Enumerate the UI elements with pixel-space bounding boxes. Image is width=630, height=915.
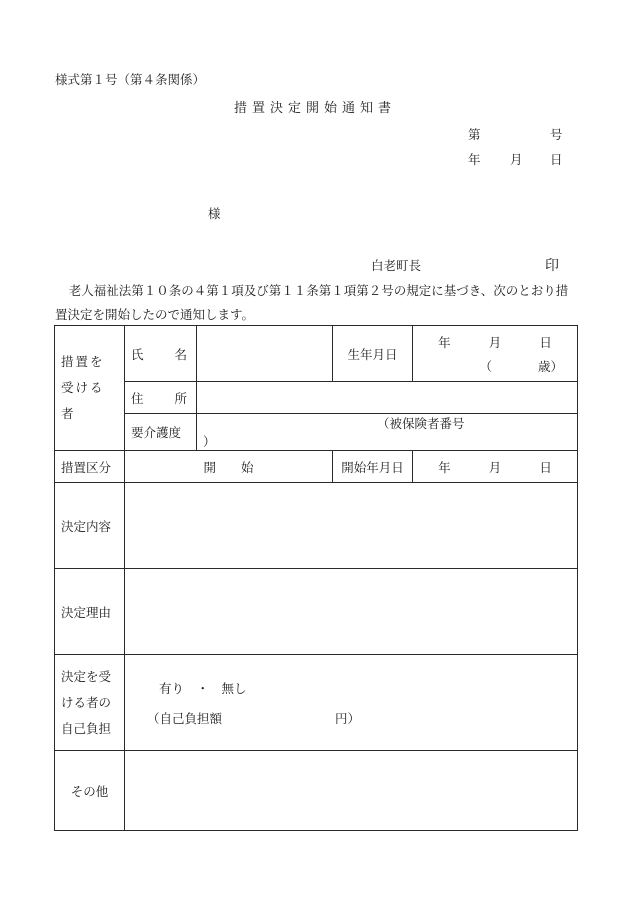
number-prefix: 第 bbox=[468, 127, 481, 142]
copay-value bbox=[125, 655, 578, 751]
insured-number-label: （被保険者番号 bbox=[376, 416, 465, 431]
other-value bbox=[125, 751, 578, 831]
decision-reason-value bbox=[125, 569, 578, 655]
decision-reason-label: 決定理由 bbox=[55, 569, 125, 655]
copay-amount-unit: 円） bbox=[334, 710, 360, 726]
recipient-label: 措置を受ける者 bbox=[55, 326, 125, 451]
other-label: その他 bbox=[55, 751, 125, 831]
birth-year: 年 bbox=[438, 334, 451, 350]
issue-day: 日 bbox=[550, 152, 563, 167]
copay-label: 決定を受ける者の自己負担 bbox=[55, 655, 125, 751]
body-text: 老人福祉法第１０条の４第１項及び第１１条第１項第２号の規定に基づき、次のとおり措置決定を開始したので通知します。 bbox=[55, 283, 569, 322]
start-year: 年 bbox=[438, 459, 451, 475]
start-month: 月 bbox=[488, 459, 502, 475]
category-label: 措置区分 bbox=[55, 451, 125, 483]
name-label: 氏 名 bbox=[125, 326, 197, 382]
start-day: 日 bbox=[539, 459, 552, 475]
form-number: 様式第１号（第４条関係） bbox=[55, 72, 206, 87]
issue-year: 年 bbox=[468, 152, 481, 167]
start-date-label: 開始年月日 bbox=[333, 451, 413, 483]
copay-amount-label: （自己負担額 bbox=[147, 710, 223, 726]
document-number bbox=[468, 125, 563, 143]
care-level-value bbox=[197, 414, 578, 451]
category-value: 開 始 bbox=[125, 451, 333, 483]
copay-options: 有り ・ 無し bbox=[159, 680, 247, 696]
decision-content-label: 決定内容 bbox=[55, 483, 125, 569]
issuer: 白老町長 bbox=[371, 258, 422, 273]
age-open: （ bbox=[479, 358, 493, 374]
insured-number-close: ） bbox=[203, 434, 216, 449]
decision-content-value bbox=[125, 483, 578, 569]
document-title: 措置決定開始通知書 bbox=[233, 101, 396, 116]
copay-amount bbox=[147, 709, 571, 727]
number-suffix: 号 bbox=[550, 127, 563, 142]
birthdate-value bbox=[413, 326, 578, 382]
birthdate-label: 生年月日 bbox=[333, 326, 413, 382]
care-level-label: 要介護度 bbox=[125, 414, 197, 451]
address-value bbox=[197, 382, 578, 414]
name-value bbox=[197, 326, 333, 382]
start-date-value bbox=[413, 451, 578, 483]
issue-month: 月 bbox=[510, 152, 523, 167]
birth-day: 日 bbox=[539, 334, 552, 350]
age-suffix: 歳） bbox=[537, 358, 563, 374]
age bbox=[419, 357, 571, 375]
seal-mark: 印 bbox=[545, 258, 559, 274]
address-label: 住 所 bbox=[125, 382, 197, 414]
addressee: 様 bbox=[208, 206, 221, 221]
notice-table bbox=[54, 325, 578, 831]
birth-month: 月 bbox=[488, 334, 502, 350]
